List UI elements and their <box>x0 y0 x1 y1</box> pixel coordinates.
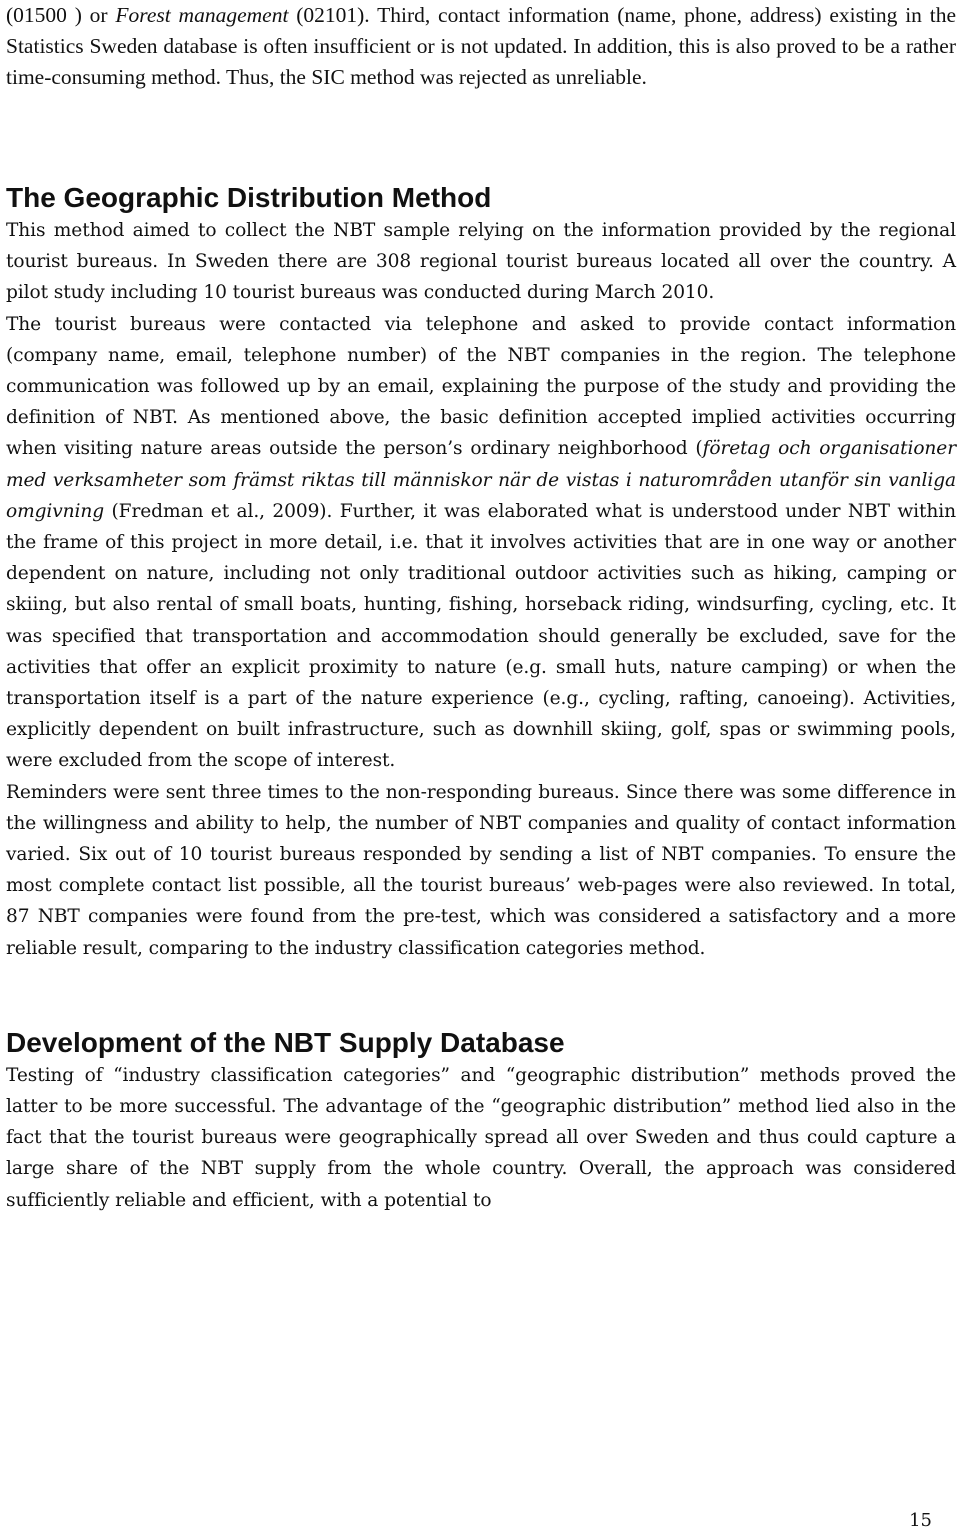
paragraph-contact-procedure <box>6 309 956 777</box>
paragraph-method-aim: This method aimed to collect the NBT sample relying on the information provided by the regional tourist bureaus. In Sweden there are 308 regional tourist bureaus located all over the country. A pilot study including 10 tourist bureaus was conducted during March 2010. <box>6 220 956 304</box>
swedish-definition-italic: företag och organisationer med verksamheter som främst riktas till människor när de vistas i naturområden utanför sin vanliga omgivning <box>6 438 956 522</box>
intro-text-1: (01500 ) or <box>6 3 116 27</box>
intro-text-2: (02101). Third, contact information (name, phone, address) existing in the Statistics Sweden database is often insufficient or is not updated. In addition, this is also proved to be a rather time-consuming method. Thus, the SIC method was rejected as unreliable. <box>6 3 956 89</box>
page-number: 15 <box>909 1510 932 1531</box>
section-heading-development: Development of the NBT Supply Database <box>6 1026 565 1058</box>
section-heading-geographic: The Geographic Distribution Method <box>6 182 492 213</box>
paragraph-text: (Fredman et al., 2009). Further, it was elaborated what is understood under NBT within the frame of this project in more detail, i.e. that it involves activities that are in one way or another dependent on nature, including not only traditional outdoor activities such as hiking, camping or skiing, but also rental of small boats, hunting, fishing, horseback riding, windsurfing, cycling, etc. It was specified that transportation and accommodation should generally be excluded, save for the activities that offer an explicit proximity to nature (e.g. small huts, nature camping) or when the transportation itself is a part of the nature experience (e.g., cycling, rafting, canoeing). Activities, explicitly dependent on built infrastructure, such as downhill skiing, golf, spas or swimming pools, were excluded from the scope of interest. <box>6 500 956 772</box>
intro-italic-term: Forest management <box>115 3 289 27</box>
document-page <box>6 0 956 1216</box>
paragraph-text: The tourist bureaus were contacted via telephone and asked to provide contact information (company name, email, telephone number) of the NBT companies in the region. The telephone communication was followed up by an email, explaining the purpose of the study and providing the definition of NBT. As mentioned above, the basic definition accepted implied activities occurring when visiting nature areas outside the person’s ordinary neighborhood ( <box>6 313 956 460</box>
intro-paragraph <box>6 0 956 93</box>
paragraph-reminders: Reminders were sent three times to the non-responding bureaus. Since there was some difference in the willingness and ability to help, the number of NBT companies and quality of contact information varied. Six out of 10 tourist bureaus responded by sending a list of NBT companies. To ensure the most complete contact list possible, all the tourist bureaus’ web-pages were also reviewed. In total, 87 NBT companies were found from the pre-test, which was considered a satisfactory and a more reliable result, comparing to the industry classification categories method. <box>6 781 956 959</box>
paragraph-testing-methods: Testing of “industry classification categories” and “geographic distribution” methods proved the latter to be more successful. The advantage of the “geographic distribution” method lied also in the fact that the tourist bureaus were geographically spread all over Sweden and thus could capture a large share of the NBT supply from the whole country. Overall, the approach was considered sufficiently reliable and efficient, with a potential to <box>6 1064 956 1211</box>
